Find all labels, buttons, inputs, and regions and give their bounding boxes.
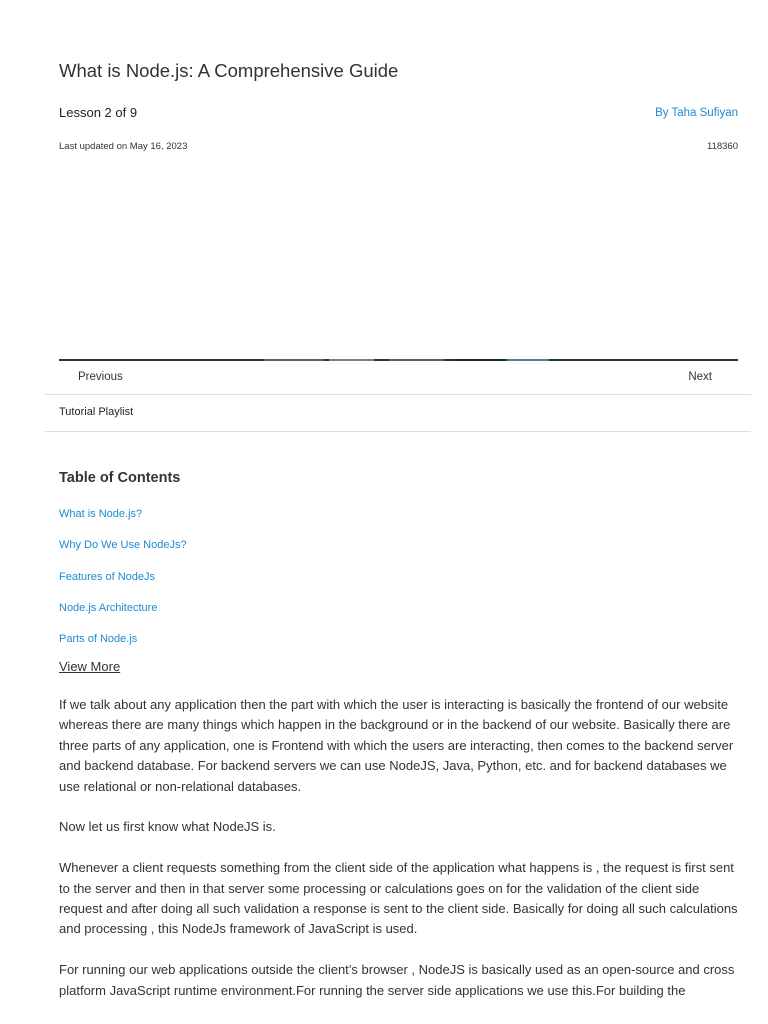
video-bottom-edge (59, 359, 738, 361)
article-body (59, 695, 743, 1021)
lesson-navigation (45, 362, 751, 395)
toc-item (59, 535, 187, 566)
toc-heading: Table of Contents (59, 470, 181, 486)
last-updated-text: Last updated on May 16, 2023 (59, 141, 188, 152)
view-more-link[interactable]: View More (59, 659, 121, 674)
toc-link-features[interactable]: Features of NodeJs (59, 570, 155, 583)
author-link[interactable]: By Taha Sufiyan (655, 107, 738, 119)
previous-button[interactable]: Previous (78, 371, 123, 383)
tutorial-playlist-toggle[interactable] (45, 395, 751, 432)
view-count: 118360 (707, 141, 738, 152)
article-paragraph: For running our web applications outside the client’s browser , NodeJS is basically used as an open-source and cross platform JavaScript runtime environment.For running the server side applications we use this.For building the (59, 962, 735, 998)
next-button[interactable]: Next (688, 371, 712, 383)
toc-link-architecture[interactable]: Node.js Architecture (59, 601, 158, 614)
tutorial-playlist-label[interactable]: Tutorial Playlist (59, 406, 134, 418)
toc-link-parts[interactable]: Parts of Node.js (59, 633, 138, 646)
toc-list (59, 504, 187, 660)
toc-item (59, 504, 187, 535)
page-title: What is Node.js: A Comprehensive Guide (59, 60, 399, 81)
article-paragraph: Now let us first know what NodeJS is. (59, 819, 276, 835)
toc-link-why-use-nodejs[interactable]: Why Do We Use NodeJs? (59, 539, 187, 552)
toc-item (59, 598, 187, 629)
article-paragraph: If we talk about any application then the part with which the user is interacting is basically the frontend of our website whereas there are many things which happen in the background or in the backend of our website. Basically there are three parts of any application, one is Frontend with which the users are interacting, then comes to the backend server and backend database. For backend servers we can use NodeJS, Java, Python, etc. and for backend databases we use relational or non-relational databases. (59, 697, 734, 794)
toc-link-what-is-nodejs[interactable]: What is Node.js? (59, 508, 143, 520)
article-paragraph: Whenever a client requests something from the client side of the application what happens is , the request is first sent to the server and then in that server some processing or calculations goes on for the validation of the client side request and after doing all such validation a response is sent to the client side. Basically for doing all such calculations and processing , this NodeJs framework of JavaScript is used. (59, 860, 738, 937)
toc-item (59, 567, 187, 598)
lesson-indicator: Lesson 2 of 9 (59, 105, 138, 120)
toc-item (59, 629, 187, 660)
